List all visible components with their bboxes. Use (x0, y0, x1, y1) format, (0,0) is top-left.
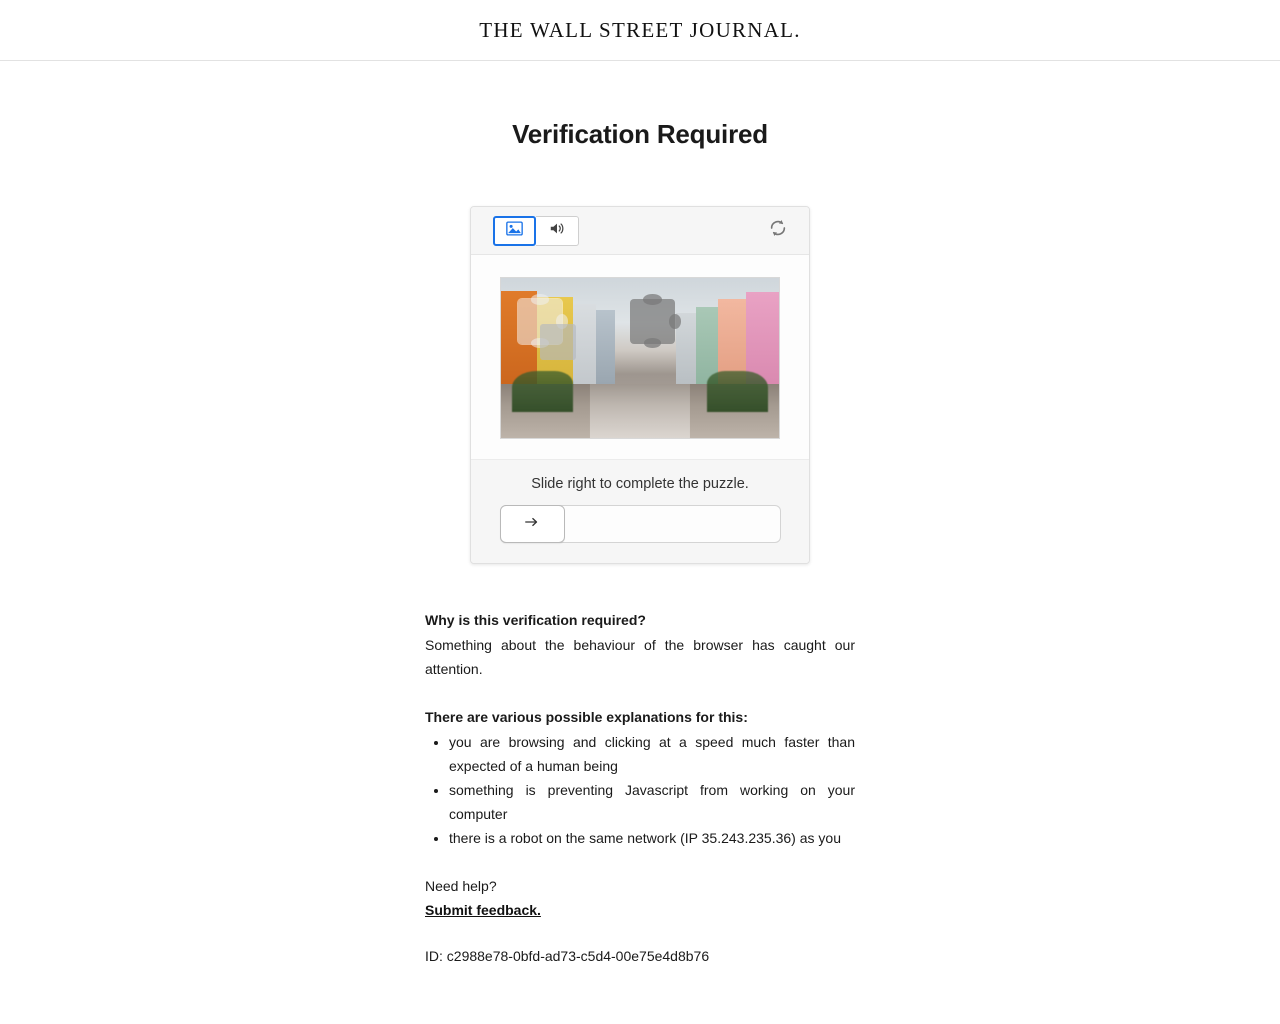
puzzle-piece-secondary (540, 324, 576, 359)
page-title: Verification Required (512, 119, 768, 149)
list-item: • there is a robot on the same network (IP 35.243.235.36) as you (449, 826, 855, 850)
submit-feedback-link[interactable]: Submit feedback. (425, 902, 541, 918)
captcha-slider-area (471, 492, 809, 563)
verification-id: ID: c2988e78-0bfd-ad73-c5d4-00e75e4d8b76 (425, 948, 710, 964)
image-icon (506, 221, 523, 241)
image-challenge-button[interactable] (493, 216, 536, 246)
captcha-image-area (471, 255, 809, 459)
puzzle-image (500, 277, 780, 439)
list-item: • you are browsing and clicking at a speed much faster than expected of a human being (449, 730, 855, 778)
captcha-toolbar (471, 207, 809, 255)
explanation-section (425, 608, 855, 968)
refresh-icon (768, 218, 788, 243)
help-text: Need help? (425, 878, 497, 894)
captcha-instruction: Slide right to complete the puzzle. (471, 459, 809, 492)
reasons-list (425, 730, 855, 850)
captcha-widget (470, 206, 810, 564)
slider-track[interactable] (500, 505, 781, 543)
audio-challenge-button[interactable] (536, 216, 579, 246)
refresh-challenge-button[interactable] (765, 218, 791, 244)
puzzle-piece-slot (630, 299, 674, 344)
speaker-icon (549, 221, 565, 241)
slider-handle[interactable] (500, 505, 565, 543)
wsj-logo: THE WALL STREET JOURNAL. (479, 17, 801, 42)
list-item: • something is preventing Javascript from working on your computer (449, 778, 855, 826)
reasons-heading: There are various possible explanations for this: (425, 709, 748, 725)
arrow-right-icon (524, 515, 540, 534)
why-body: Something about the behaviour of the browser has caught our attention. (425, 637, 855, 677)
site-masthead (0, 0, 1280, 61)
why-heading: Why is this verification required? (425, 612, 646, 628)
captcha-mode-group (493, 216, 579, 246)
